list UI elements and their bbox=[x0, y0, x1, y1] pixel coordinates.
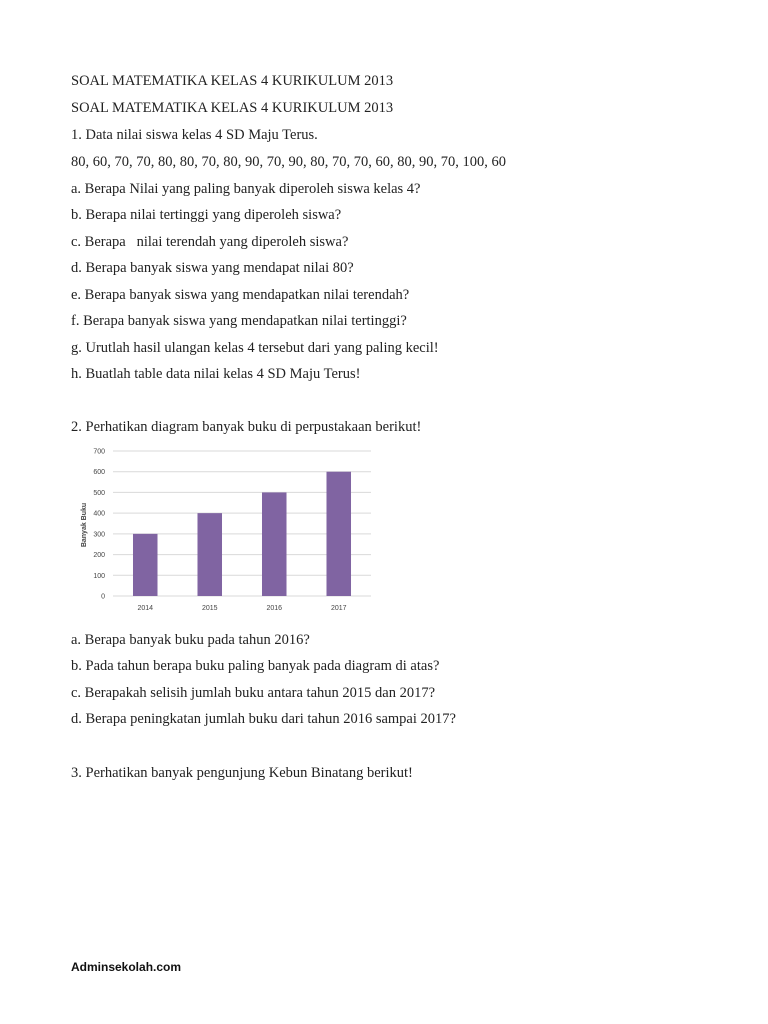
y-axis-label: Banyak Buku bbox=[81, 502, 88, 548]
doc-title: SOAL MATEMATIKA KELAS 4 KURIKULUM 2013 bbox=[71, 73, 394, 89]
doc-title-repeat: SOAL MATEMATIKA KELAS 4 KURIKULUM 2013 bbox=[71, 100, 394, 116]
question-3-heading: 3. Perhatikan banyak pengunjung Kebun Binatang berikut! bbox=[71, 765, 413, 781]
question-1h: h. Buatlah table data nilai kelas 4 SD Maju Terus! bbox=[71, 366, 361, 382]
y-tick-label-500: 500 bbox=[93, 489, 105, 497]
bar-2016 bbox=[262, 492, 287, 596]
book-count-bar-chart bbox=[71, 442, 381, 618]
y-tick-label-0: 0 bbox=[101, 593, 105, 601]
question-1a: a. Berapa Nilai yang paling banyak diperoleh siswa kelas 4? bbox=[71, 181, 421, 197]
x-tick-label-2016: 2016 bbox=[266, 605, 283, 612]
y-tick-label-600: 600 bbox=[93, 469, 105, 477]
y-tick-label-300: 300 bbox=[93, 531, 105, 539]
bar-2014 bbox=[133, 534, 158, 596]
question-1e: e. Berapa banyak siswa yang mendapatkan nilai terendah? bbox=[71, 287, 410, 303]
footer-site-name: Adminsekolah.com bbox=[71, 960, 182, 974]
question-1f: f. Berapa banyak siswa yang mendapatkan nilai tertinggi? bbox=[71, 313, 407, 329]
question-2c: c. Berapakah selisih jumlah buku antara tahun 2015 dan 2017? bbox=[71, 685, 436, 701]
question-2a: a. Berapa banyak buku pada tahun 2016? bbox=[71, 632, 310, 648]
bar-2017 bbox=[326, 472, 351, 596]
question-1-data: 80, 60, 70, 70, 80, 80, 70, 80, 90, 70, 90, 80, 70, 70, 60, 80, 90, 70, 100, 60 bbox=[71, 154, 506, 170]
x-tick-label-2015: 2015 bbox=[201, 605, 218, 612]
question-1b: b. Berapa nilai tertinggi yang diperoleh siswa? bbox=[71, 207, 342, 223]
y-tick-label-700: 700 bbox=[93, 448, 105, 456]
x-tick-label-2014: 2014 bbox=[137, 605, 154, 612]
question-2b: b. Pada tahun berapa buku paling banyak pada diagram di atas? bbox=[71, 658, 440, 674]
question-1c: c. Berapa nilai terendah yang diperoleh siswa? bbox=[71, 234, 349, 250]
x-tick-label-2017: 2017 bbox=[330, 605, 347, 612]
question-2d: d. Berapa peningkatan jumlah buku dari tahun 2016 sampai 2017? bbox=[71, 711, 456, 727]
question-2-heading: 2. Perhatikan diagram banyak buku di perpustakaan berikut! bbox=[71, 419, 422, 435]
y-tick-label-200: 200 bbox=[93, 552, 105, 560]
y-tick-label-400: 400 bbox=[93, 510, 105, 518]
question-1g: g. Urutlah hasil ulangan kelas 4 tersebut dari yang paling kecil! bbox=[71, 340, 439, 356]
question-1d: d. Berapa banyak siswa yang mendapat nilai 80? bbox=[71, 260, 354, 276]
question-1-heading: 1. Data nilai siswa kelas 4 SD Maju Terus. bbox=[71, 127, 318, 143]
bar-2015 bbox=[197, 513, 222, 596]
y-tick-label-100: 100 bbox=[93, 572, 105, 580]
